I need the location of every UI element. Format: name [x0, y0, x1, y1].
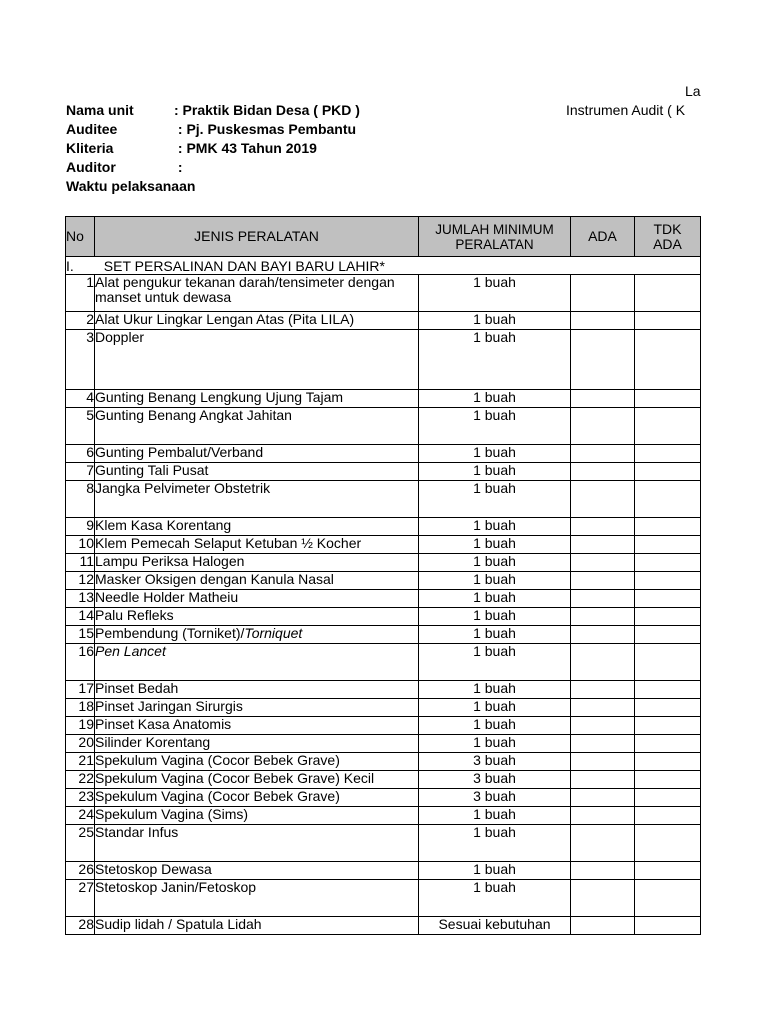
row-min-quantity: 1 buah [419, 408, 571, 445]
meta-row-waktu [66, 177, 360, 196]
row-equipment-name [95, 917, 419, 935]
row-tdk-ada-cell[interactable] [635, 862, 701, 880]
section-title: SET PERSALINAN DAN BAYI BARU LAHIR* [103, 258, 385, 274]
row-min-quantity: 1 buah [419, 312, 571, 330]
col-header-jenis: JENIS PERALATAN [95, 217, 419, 257]
equipment-name-text: Alat pengukur tekanan darah/tensimeter dengan manset untuk dewasa [95, 274, 395, 305]
table-row [66, 717, 701, 735]
row-number: 24 [66, 807, 95, 825]
meta-value: : PMK 43 Tahun 2019 [174, 140, 317, 156]
row-min-quantity: 3 buah [419, 789, 571, 807]
row-equipment-name [95, 572, 419, 590]
row-min-quantity: 1 buah [419, 699, 571, 717]
header-top-right-line1: La [685, 83, 701, 99]
meta-row-auditor [66, 158, 360, 177]
meta-row-auditee [66, 120, 360, 139]
row-tdk-ada-cell[interactable] [635, 408, 701, 445]
row-equipment-name [95, 481, 419, 518]
col-header-tdk-line1: TDK [653, 220, 682, 237]
meta-label: Nama unit [66, 102, 134, 118]
equipment-name-text: Pinset Jaringan Sirurgis [95, 698, 243, 714]
row-min-quantity: 1 buah [419, 735, 571, 753]
row-number: 26 [66, 862, 95, 880]
table-row [66, 644, 701, 681]
row-min-quantity: 1 buah [419, 626, 571, 644]
table-row [66, 862, 701, 880]
row-ada-cell[interactable] [571, 463, 635, 481]
col-header-jumlah [419, 217, 571, 257]
row-equipment-name [95, 608, 419, 626]
row-equipment-name [95, 518, 419, 536]
row-equipment-name [95, 880, 419, 917]
table-row [66, 699, 701, 717]
row-ada-cell[interactable] [571, 644, 635, 681]
row-number: 27 [66, 880, 95, 917]
row-number: 5 [66, 408, 95, 445]
row-number: 22 [66, 771, 95, 789]
row-number: 1 [66, 275, 95, 312]
row-ada-cell[interactable] [571, 481, 635, 518]
section-cell [66, 257, 701, 275]
row-ada-cell[interactable] [571, 518, 635, 536]
row-min-quantity: 1 buah [419, 608, 571, 626]
row-tdk-ada-cell[interactable] [635, 825, 701, 862]
row-tdk-ada-cell[interactable] [635, 518, 701, 536]
equipment-name-text: Spekulum Vagina (Cocor Bebek Grave) Kecil [95, 770, 375, 786]
row-number: 6 [66, 445, 95, 463]
meta-label: Auditor [66, 159, 116, 175]
row-equipment-name [95, 590, 419, 608]
row-equipment-name [95, 681, 419, 699]
row-tdk-ada-cell[interactable] [635, 626, 701, 644]
row-tdk-ada-cell[interactable] [635, 807, 701, 825]
row-min-quantity: 1 buah [419, 275, 571, 312]
row-number: 16 [66, 644, 95, 681]
equipment-name-text: Klem Kasa Korentang [95, 517, 232, 533]
meta-value: : Pj. Puskesmas Pembantu [174, 121, 357, 137]
row-number: 12 [66, 572, 95, 590]
table-row [66, 917, 701, 935]
row-number: 10 [66, 536, 95, 554]
table-row [66, 807, 701, 825]
equipment-name-text: Lampu Periksa Halogen [95, 553, 245, 569]
row-equipment-name [95, 807, 419, 825]
row-tdk-ada-cell[interactable] [635, 330, 701, 390]
section-row [66, 257, 701, 275]
table-row [66, 608, 701, 626]
equipment-name-text: Spekulum Vagina (Cocor Bebek Grave) [95, 788, 340, 804]
row-tdk-ada-cell[interactable] [635, 789, 701, 807]
row-number: 13 [66, 590, 95, 608]
table-row [66, 753, 701, 771]
equipment-name-italic: Pen Lancet [95, 643, 166, 659]
row-min-quantity: 1 buah [419, 554, 571, 572]
row-min-quantity: 1 buah [419, 518, 571, 536]
table-row [66, 626, 701, 644]
row-min-quantity: 1 buah [419, 880, 571, 917]
row-number: 17 [66, 681, 95, 699]
equipment-name-text: Palu Refleks [95, 607, 174, 623]
col-header-jumlah-line2: PERALATAN [455, 236, 534, 252]
equipment-name-text: Needle Holder Matheiu [95, 589, 239, 605]
row-equipment-name [95, 463, 419, 481]
table-row [66, 572, 701, 590]
table-row [66, 518, 701, 536]
row-equipment-name [95, 771, 419, 789]
table-row [66, 825, 701, 862]
row-tdk-ada-cell[interactable] [635, 554, 701, 572]
row-equipment-name [95, 330, 419, 390]
row-ada-cell[interactable] [571, 753, 635, 771]
row-number: 2 [66, 312, 95, 330]
table-row [66, 312, 701, 330]
equipment-name-text: Doppler [95, 329, 145, 345]
row-tdk-ada-cell[interactable] [635, 880, 701, 917]
row-min-quantity: 1 buah [419, 717, 571, 735]
row-tdk-ada-cell[interactable] [635, 390, 701, 408]
row-min-quantity: 1 buah [419, 445, 571, 463]
row-equipment-name [95, 275, 419, 312]
row-tdk-ada-cell[interactable] [635, 463, 701, 481]
row-equipment-name [95, 445, 419, 463]
table-row [66, 481, 701, 518]
equipment-name-text: Pembendung (Torniket)/ [95, 625, 245, 641]
row-number: 11 [66, 554, 95, 572]
table-row [66, 408, 701, 445]
col-header-tdk-ada [635, 217, 701, 257]
row-ada-cell[interactable] [571, 590, 635, 608]
equipment-name-text: Gunting Benang Angkat Jahitan [95, 407, 292, 423]
row-ada-cell[interactable] [571, 825, 635, 862]
row-tdk-ada-cell[interactable] [635, 735, 701, 753]
row-tdk-ada-cell[interactable] [635, 312, 701, 330]
equipment-name-text: Silinder Korentang [95, 734, 211, 750]
col-header-jumlah-line1: JUMLAH MINIMUM [435, 221, 554, 237]
equipment-name-text: Masker Oksigen dengan Kanula Nasal [95, 571, 334, 587]
col-header-tdk-line2: ADA [653, 235, 682, 252]
row-ada-cell[interactable] [571, 390, 635, 408]
row-ada-cell[interactable] [571, 681, 635, 699]
meta-row-kliteria [66, 139, 360, 158]
row-tdk-ada-cell[interactable] [635, 753, 701, 771]
equipment-name-text: Gunting Benang Lengkung Ujung Tajam [95, 389, 344, 405]
row-number: 20 [66, 735, 95, 753]
equipment-name-text: Gunting Tali Pusat [95, 462, 209, 478]
table-row [66, 735, 701, 753]
row-number: 4 [66, 390, 95, 408]
row-min-quantity: 1 buah [419, 481, 571, 518]
row-min-quantity: 1 buah [419, 681, 571, 699]
row-equipment-name [95, 753, 419, 771]
row-min-quantity: 3 buah [419, 771, 571, 789]
row-min-quantity: 1 buah [419, 390, 571, 408]
row-min-quantity: 1 buah [419, 463, 571, 481]
row-min-quantity: 1 buah [419, 590, 571, 608]
row-number: 25 [66, 825, 95, 862]
row-tdk-ada-cell[interactable] [635, 917, 701, 935]
row-ada-cell[interactable] [571, 408, 635, 445]
row-ada-cell[interactable] [571, 275, 635, 312]
row-tdk-ada-cell[interactable] [635, 572, 701, 590]
header-top-right-line2: Instrumen Audit ( K [566, 102, 686, 118]
row-equipment-name [95, 862, 419, 880]
row-tdk-ada-cell[interactable] [635, 275, 701, 312]
equipment-name-text: Gunting Pembalut/Verband [95, 444, 264, 460]
row-equipment-name [95, 626, 419, 644]
row-ada-cell[interactable] [571, 735, 635, 753]
row-tdk-ada-cell[interactable] [635, 717, 701, 735]
table-row [66, 390, 701, 408]
row-ada-cell[interactable] [571, 608, 635, 626]
row-ada-cell[interactable] [571, 862, 635, 880]
row-equipment-name [95, 408, 419, 445]
equipment-name-text: Stetoskop Dewasa [95, 861, 212, 877]
row-tdk-ada-cell[interactable] [635, 481, 701, 518]
row-ada-cell[interactable] [571, 445, 635, 463]
row-number: 19 [66, 717, 95, 735]
row-tdk-ada-cell[interactable] [635, 590, 701, 608]
row-ada-cell[interactable] [571, 626, 635, 644]
meta-value: : Praktik Bidan Desa ( PKD ) [174, 102, 360, 118]
equipment-name-text: Klem Pemecah Selaput Ketuban ½ Kocher [95, 535, 362, 551]
row-ada-cell[interactable] [571, 917, 635, 935]
row-ada-cell[interactable] [571, 789, 635, 807]
row-number: 14 [66, 608, 95, 626]
row-number: 7 [66, 463, 95, 481]
table-row [66, 445, 701, 463]
row-ada-cell[interactable] [571, 880, 635, 917]
table-header-row [66, 217, 701, 257]
equipment-name-text: Standar Infus [95, 824, 179, 840]
row-equipment-name [95, 390, 419, 408]
row-min-quantity: 1 buah [419, 825, 571, 862]
meta-row-nama-unit [66, 101, 360, 120]
row-number: 23 [66, 789, 95, 807]
meta-label: Kliteria [66, 140, 114, 156]
row-number: 15 [66, 626, 95, 644]
row-number: 3 [66, 330, 95, 390]
table-row [66, 536, 701, 554]
row-tdk-ada-cell[interactable] [635, 771, 701, 789]
row-ada-cell[interactable] [571, 312, 635, 330]
equipment-name-text: Alat Ukur Lingkar Lengan Atas (Pita LILA) [95, 311, 355, 327]
col-header-ada: ADA [571, 217, 635, 257]
row-tdk-ada-cell[interactable] [635, 608, 701, 626]
table-row [66, 590, 701, 608]
row-number: 21 [66, 753, 95, 771]
row-ada-cell[interactable] [571, 699, 635, 717]
row-equipment-name [95, 825, 419, 862]
row-min-quantity: 3 buah [419, 753, 571, 771]
row-number: 8 [66, 481, 95, 518]
row-number: 18 [66, 699, 95, 717]
table-row [66, 789, 701, 807]
table-row [66, 330, 701, 390]
table-row [66, 463, 701, 481]
meta-value: : [174, 159, 183, 175]
table-row [66, 681, 701, 699]
row-tdk-ada-cell[interactable] [635, 681, 701, 699]
equipment-name-text: Spekulum Vagina (Cocor Bebek Grave) [95, 752, 340, 768]
row-tdk-ada-cell[interactable] [635, 644, 701, 681]
col-header-no: No [66, 217, 95, 257]
equipment-name-italic: Torniquet [244, 625, 303, 641]
equipment-name-text: Pinset Bedah [95, 680, 179, 696]
row-number: 9 [66, 518, 95, 536]
row-ada-cell[interactable] [571, 717, 635, 735]
row-min-quantity: 1 buah [419, 330, 571, 390]
row-equipment-name [95, 644, 419, 681]
row-equipment-name [95, 554, 419, 572]
row-tdk-ada-cell[interactable] [635, 699, 701, 717]
row-min-quantity: 1 buah [419, 536, 571, 554]
row-min-quantity: 1 buah [419, 807, 571, 825]
row-number: 28 [66, 917, 95, 935]
meta-label: Auditee [66, 121, 118, 137]
row-ada-cell[interactable] [571, 330, 635, 390]
row-equipment-name [95, 717, 419, 735]
table-row [66, 275, 701, 312]
meta-label: Waktu pelaksanaan [66, 178, 196, 194]
row-equipment-name [95, 699, 419, 717]
row-equipment-name [95, 536, 419, 554]
meta-block [66, 101, 360, 196]
row-tdk-ada-cell[interactable] [635, 536, 701, 554]
row-min-quantity: 1 buah [419, 572, 571, 590]
table-row [66, 880, 701, 917]
section-number: I. [66, 258, 74, 274]
row-min-quantity: 1 buah [419, 862, 571, 880]
equipment-table [65, 216, 701, 935]
equipment-name-text: Jangka Pelvimeter Obstetrik [95, 480, 271, 496]
equipment-name-text: Pinset Kasa Anatomis [95, 716, 232, 732]
row-equipment-name [95, 312, 419, 330]
equipment-name-text: Spekulum Vagina (Sims) [95, 806, 249, 822]
row-ada-cell[interactable] [571, 807, 635, 825]
table-row [66, 554, 701, 572]
table-row [66, 771, 701, 789]
equipment-name-text: Stetoskop Janin/Fetoskop [95, 879, 257, 895]
row-equipment-name [95, 735, 419, 753]
row-min-quantity: 1 buah [419, 644, 571, 681]
row-equipment-name [95, 789, 419, 807]
row-ada-cell[interactable] [571, 554, 635, 572]
row-ada-cell[interactable] [571, 536, 635, 554]
row-ada-cell[interactable] [571, 572, 635, 590]
equipment-name-text: Sudip lidah / Spatula Lidah [95, 916, 262, 932]
row-tdk-ada-cell[interactable] [635, 445, 701, 463]
row-ada-cell[interactable] [571, 771, 635, 789]
row-min-quantity: Sesuai kebutuhan [419, 917, 571, 935]
